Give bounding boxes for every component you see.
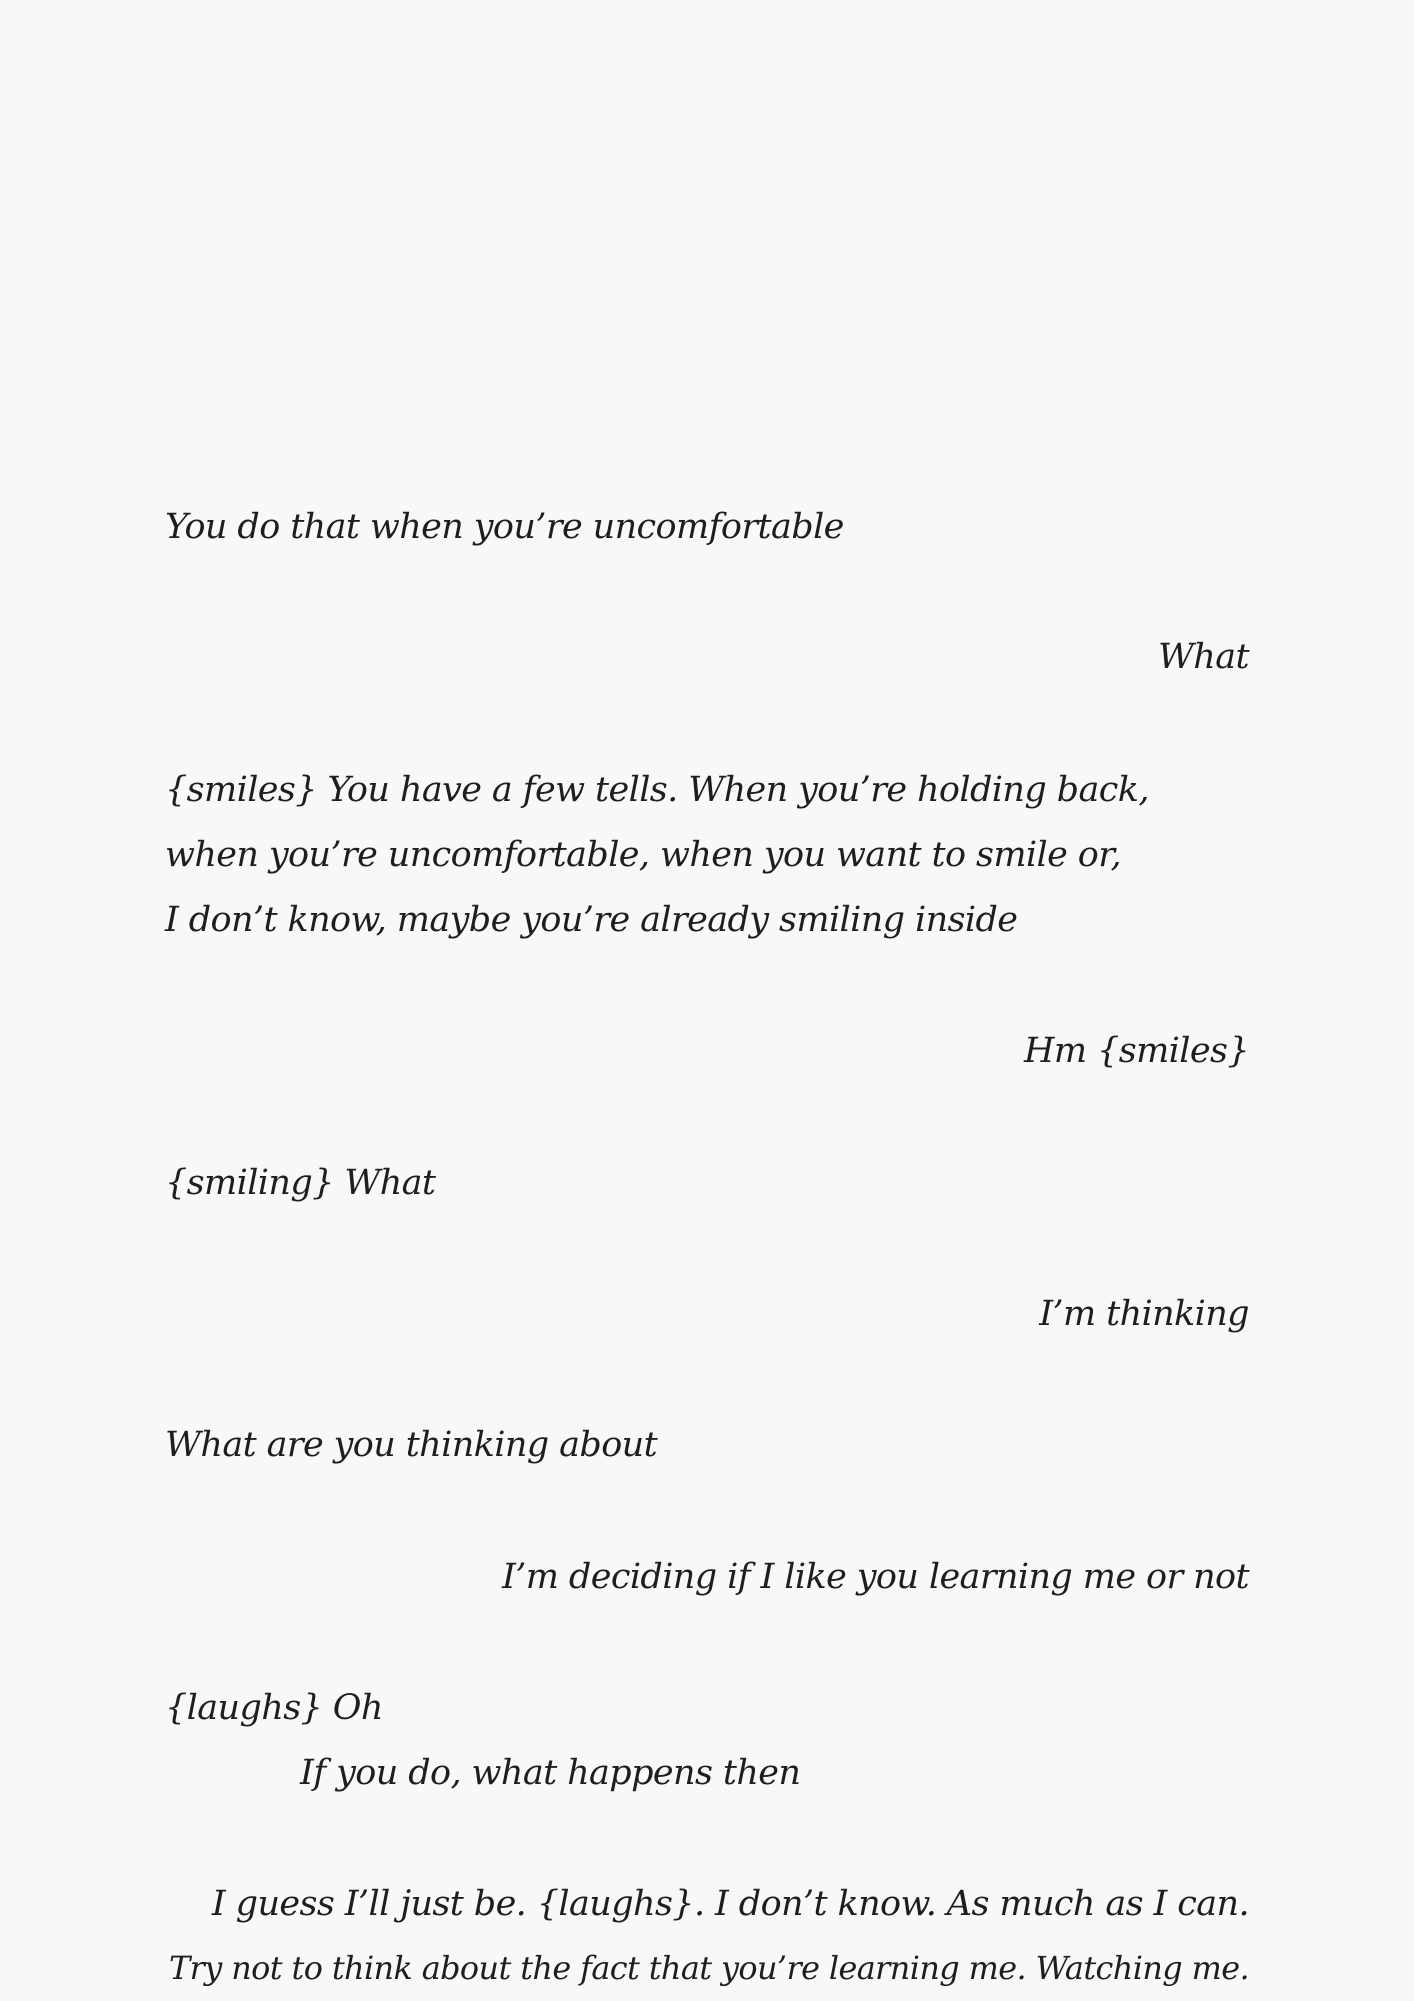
dialogue-line-3: {smiles} You have a few tells. When you’re holding back, (165, 770, 1149, 810)
dialogue-line-14: Try not to think about the fact that you’re learning me. Watching me. (168, 1949, 1249, 1987)
dialogue-line-4: when you’re uncomfortable, when you want to smile or, (165, 835, 1122, 875)
dialogue-line-1: You do that when you’re uncomfortable (165, 507, 844, 547)
dialogue-line-12: If you do, what happens then (300, 1753, 801, 1793)
dialogue-line-8: I’m thinking (1039, 1294, 1249, 1334)
dialogue-line-13: I guess I’ll just be. {laughs}. I don’t know. As much as I can. (211, 1884, 1249, 1924)
dialogue-line-6: Hm {smiles} (1024, 1031, 1249, 1071)
dialogue-line-2: What (1157, 637, 1249, 677)
dialogue-line-5: I don’t know, maybe you’re already smiling inside (165, 900, 1018, 940)
dialogue-line-9: What are you thinking about (165, 1425, 658, 1465)
dialogue-line-11: {laughs} Oh (165, 1688, 383, 1728)
dialogue-line-10: I’m deciding if I like you learning me or not (502, 1557, 1249, 1597)
dialogue-line-7: {smiling} What (165, 1163, 436, 1203)
